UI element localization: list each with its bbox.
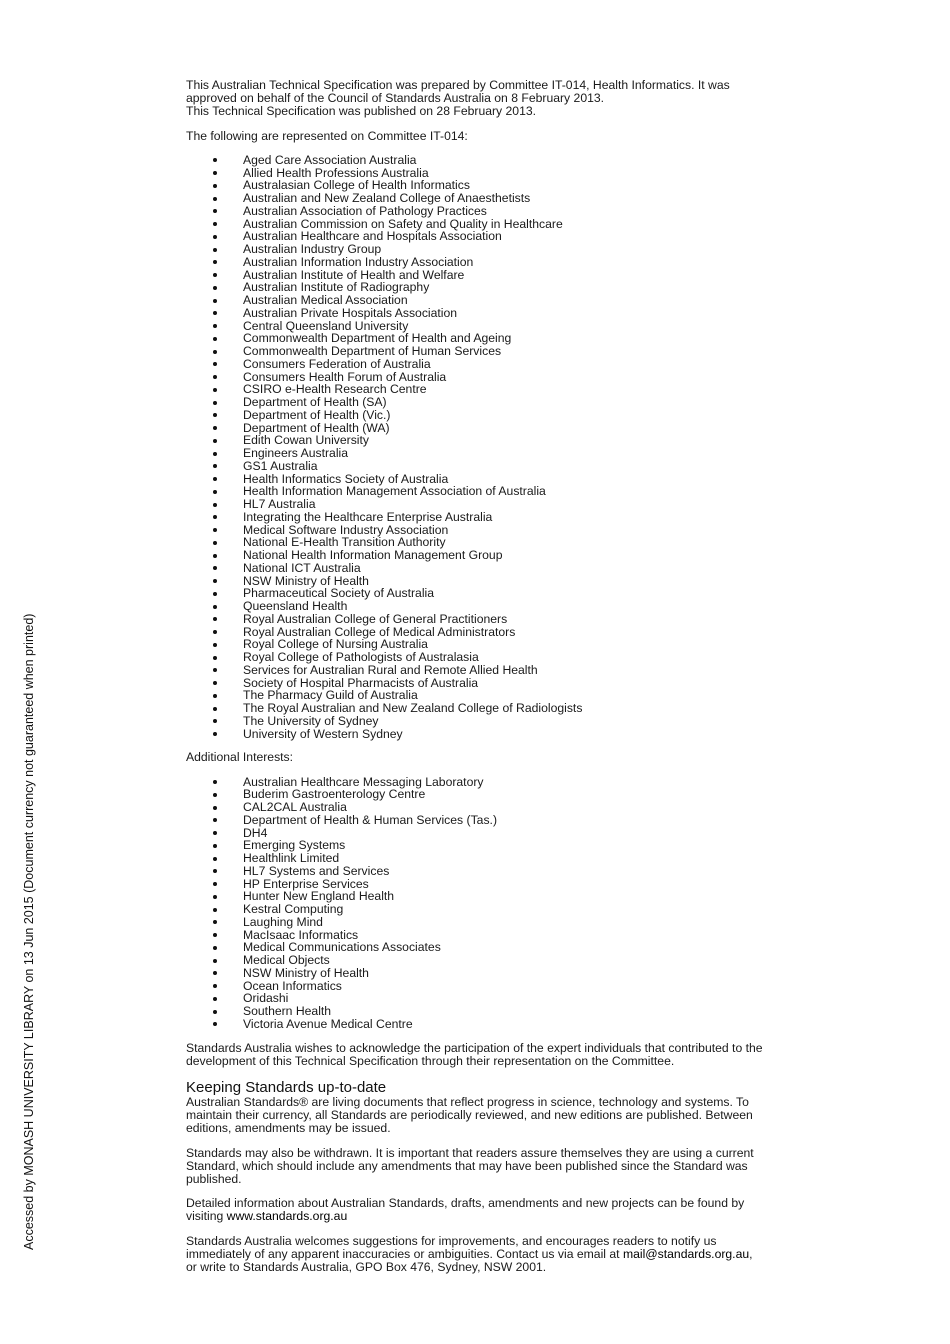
represented-organisation-label: HL7 Australia (243, 497, 316, 512)
represented-organisation-label: National Health Information Management Group (243, 548, 503, 563)
bullet-icon (213, 158, 217, 162)
bullet-icon (213, 681, 217, 685)
represented-list (186, 154, 766, 741)
additional-interest-label: CAL2CAL Australia (243, 800, 347, 815)
represented-organisation-label: Australian Association of Pathology Practices (243, 203, 487, 218)
bullet-icon (213, 617, 217, 621)
represented-organisation-label: The University of Sydney (243, 713, 379, 728)
additional-interest-label: Victoria Avenue Medical Centre (243, 1016, 413, 1031)
bullet-icon (213, 780, 217, 784)
bullet-icon (213, 401, 217, 405)
bullet-icon (213, 643, 217, 647)
bullet-icon (213, 818, 217, 822)
bullet-icon (213, 668, 217, 672)
represented-organisation-label: Consumers Federation of Australia (243, 356, 431, 371)
intro-line-2: approved on behalf of the Council of Standards Australia on 8 February 2013. (186, 91, 605, 106)
acknowledgement-paragraph: Standards Australia wishes to acknowledge the participation of the expert individuals that contributed to the development of this Technical Specification through their representation on the Committee. (186, 1040, 763, 1068)
bullet-icon (213, 1022, 217, 1026)
additional-list (186, 776, 766, 1031)
bullet-icon (213, 806, 217, 810)
bullet-icon (213, 541, 217, 545)
keeping-paragraph-4-text-a: Standards Australia welcomes suggestions for improvements, and encourages readers to notify us immediately of any apparent inaccuracies or ambiguities. Contact us via email at (186, 1233, 717, 1261)
bullet-icon (213, 477, 217, 481)
bullet-icon (213, 452, 217, 456)
additional-interest-label: NSW Ministry of Health (243, 965, 369, 980)
bullet-icon (213, 299, 217, 303)
additional-interest-label: DH4 (243, 825, 268, 840)
represented-organisation-label: Department of Health (Vic.) (243, 407, 391, 422)
represented-organisation-label: Integrating the Healthcare Enterprise Australia (243, 509, 493, 524)
represented-organisation-label: Commonwealth Department of Health and Ageing (243, 331, 512, 346)
represented-organisation-label: Medical Software Industry Association (243, 522, 449, 537)
represented-organisation-label: Royal Australian College of General Practitioners (243, 611, 508, 626)
contact-email-link[interactable]: mail@standards.org.au (622, 1246, 750, 1261)
bullet-icon (213, 592, 217, 596)
represented-organisation-label: Consumers Health Forum of Australia (243, 369, 447, 384)
additional-interest-label: Medical Objects (243, 953, 330, 968)
bullet-icon (213, 324, 217, 328)
represented-organisation-label: Edith Cowan University (243, 433, 369, 448)
bullet-icon (213, 933, 217, 937)
bullet-icon (213, 719, 217, 723)
represented-organisation-label: Australian Institute of Health and Welfare (243, 267, 465, 282)
represented-organisation-label: NSW Ministry of Health (243, 573, 369, 588)
bullet-icon (213, 630, 217, 634)
bullet-icon (213, 908, 217, 912)
intro-line-1: This Australian Technical Specification was prepared by Committee IT-014, Health Informatics. It was (186, 78, 730, 92)
bullet-icon (213, 362, 217, 366)
represented-organisation-label: Department of Health (SA) (243, 395, 387, 410)
represented-organisation-label: Australian Medical Association (243, 293, 408, 308)
keeping-paragraph-4 (186, 1235, 766, 1275)
additional-interest-label: MacIsaac Informatics (243, 927, 359, 942)
additional-interest (186, 814, 766, 827)
bullet-icon (213, 464, 217, 468)
bullet-icon (213, 566, 217, 570)
keeping-paragraph-3-text: Detailed information about Australian Standards, drafts, amendments and new projects can be found by visiting (186, 1196, 745, 1224)
represented-organisation-label: Pharmaceutical Society of Australia (243, 586, 435, 601)
bullet-icon (213, 235, 217, 239)
keeping-paragraph-3 (186, 1197, 766, 1223)
bullet-icon (213, 248, 217, 252)
bullet-icon (213, 388, 217, 392)
represented-organisation-label: Australian Healthcare and Hospitals Association (243, 229, 502, 244)
represented-organisation-label: Australian and New Zealand College of Anaesthetists (243, 191, 531, 206)
represented-organisation-label: Commonwealth Department of Human Services (243, 344, 502, 359)
additional-interest-label: Laughing Mind (243, 914, 323, 929)
represented-organisation-label: Aged Care Association Australia (243, 152, 417, 167)
represented-organisation-label: National E-Health Transition Authority (243, 535, 446, 550)
bullet-icon (213, 920, 217, 924)
keeping-paragraph-4-text-b: , or write to Standards Australia, GPO Box 476, Sydney, NSW 2001. (186, 1246, 753, 1274)
represented-organisation-label: Australian Industry Group (243, 242, 382, 257)
additional-interest-label: Emerging Systems (243, 838, 346, 853)
bullet-icon (213, 171, 217, 175)
bullet-icon (213, 528, 217, 532)
bullet-icon (213, 882, 217, 886)
represented-organisation-label: Health Information Management Association of Australia (243, 484, 546, 499)
represented-organisation-label: Allied Health Professions Australia (243, 165, 429, 180)
additional-interest-label: Australian Healthcare Messaging Laboratory (243, 774, 484, 789)
additional-interest-label: Ocean Informatics (243, 978, 342, 993)
bullet-icon (213, 605, 217, 609)
bullet-icon (213, 844, 217, 848)
bullet-icon (213, 490, 217, 494)
standards-website-link[interactable]: www.standards.org.au (226, 1209, 348, 1224)
represented-organisation-label: Australian Information Industry Association (243, 254, 474, 269)
bullet-icon (213, 707, 217, 711)
bullet-icon (213, 413, 217, 417)
bullet-icon (213, 946, 217, 950)
represented-organisation-label: Services for Australian Rural and Remote Allied Health (243, 662, 538, 677)
bullet-icon (213, 209, 217, 213)
represented-organisation-label: Australian Commission on Safety and Quality in Healthcare (243, 216, 563, 231)
bullet-icon (213, 831, 217, 835)
bullet-icon (213, 997, 217, 1001)
bullet-icon (213, 1010, 217, 1014)
represented-organisation-label: Health Informatics Society of Australia (243, 471, 449, 486)
bullet-icon (213, 984, 217, 988)
bullet-icon (213, 656, 217, 660)
additional-interest-label: Buderim Gastroenterology Centre (243, 787, 426, 802)
bullet-icon (213, 515, 217, 519)
bullet-icon (213, 732, 217, 736)
additional-interest-label: Department of Health & Human Services (Tas.) (243, 812, 498, 827)
bullet-icon (213, 426, 217, 430)
bullet-icon (213, 337, 217, 341)
additional-interest-label: Oridashi (243, 991, 289, 1006)
additional-interest (186, 1018, 766, 1031)
bullet-icon (213, 439, 217, 443)
represented-heading: The following are represented on Committee IT-014: (186, 128, 468, 143)
represented-organisation-label: CSIRO e-Health Research Centre (243, 382, 427, 397)
bullet-icon (213, 184, 217, 188)
additional-interest-label: Healthlink Limited (243, 851, 340, 866)
additional-interest-label: HP Enterprise Services (243, 876, 369, 891)
keeping-paragraph-2: Standards may also be withdrawn. It is important that readers assure themselves they are using a current Standard, which should include any amendments that may have been published since the Standard was published. (186, 1145, 754, 1186)
keeping-standards-heading: Keeping Standards up-to-date (186, 1078, 387, 1096)
additional-heading: Additional Interests: (186, 750, 294, 765)
intro-line-3: This Technical Specification was published on 28 February 2013. (186, 104, 537, 119)
represented-organisation-label: Royal Australian College of Medical Administrators (243, 624, 516, 639)
additional-interest-label: Medical Communications Associates (243, 940, 441, 955)
represented-organisation-label: Australian Private Hospitals Association (243, 305, 458, 320)
represented-organisation-label: Royal College of Nursing Australia (243, 637, 428, 652)
bullet-icon (213, 579, 217, 583)
represented-organisation-label: Department of Health (WA) (243, 420, 390, 435)
additional-interest-label: HL7 Systems and Services (243, 863, 390, 878)
bullet-icon (213, 554, 217, 558)
represented-organisation-label: Australasian College of Health Informatics (243, 178, 470, 193)
additional-interest-label: Kestral Computing (243, 902, 344, 917)
represented-organisation (186, 728, 766, 741)
represented-organisation-label: University of Western Sydney (243, 726, 403, 741)
bullet-icon (213, 222, 217, 226)
represented-organisation-label: Australian Institute of Radiography (243, 280, 430, 295)
represented-organisation-label: Queensland Health (243, 599, 348, 614)
bullet-icon (213, 311, 217, 315)
additional-interest-label: Hunter New England Health (243, 889, 395, 904)
represented-organisation-label: The Royal Australian and New Zealand College of Radiologists (243, 701, 583, 716)
bullet-icon (213, 286, 217, 290)
bullet-icon (213, 959, 217, 963)
represented-organisation-label: GS1 Australia (243, 458, 318, 473)
keeping-paragraph-1: Australian Standards® are living documents that reflect progress in science, technology and systems. To maintain their currency, all Standards are periodically reviewed, and new editions are published. Between editions, amendments may be issued. (186, 1094, 753, 1136)
represented-organisation-label: Society of Hospital Pharmacists of Australia (243, 675, 479, 690)
bullet-icon (213, 260, 217, 264)
side-access-note: Accessed by MONASH UNIVERSITY LIBRARY on 13 Jun 2015 (Document currency not guaranteed when printed) (22, 613, 36, 1250)
document-body (186, 79, 766, 1274)
represented-organisation-label: National ICT Australia (243, 560, 361, 575)
bullet-icon (213, 869, 217, 873)
bullet-icon (213, 503, 217, 507)
bullet-icon (213, 793, 217, 797)
intro-paragraph (186, 79, 766, 119)
represented-organisation-label: Engineers Australia (243, 446, 349, 461)
bullet-icon (213, 197, 217, 201)
represented-organisation-label: The Pharmacy Guild of Australia (243, 688, 418, 703)
bullet-icon (213, 375, 217, 379)
represented-organisation-label: Royal College of Pathologists of Australasia (243, 650, 479, 665)
bullet-icon (213, 971, 217, 975)
bullet-icon (213, 857, 217, 861)
represented-organisation-label: Central Queensland University (243, 318, 409, 333)
bullet-icon (213, 350, 217, 354)
bullet-icon (213, 694, 217, 698)
bullet-icon (213, 895, 217, 899)
bullet-icon (213, 273, 217, 277)
additional-interest-label: Southern Health (243, 1004, 332, 1019)
